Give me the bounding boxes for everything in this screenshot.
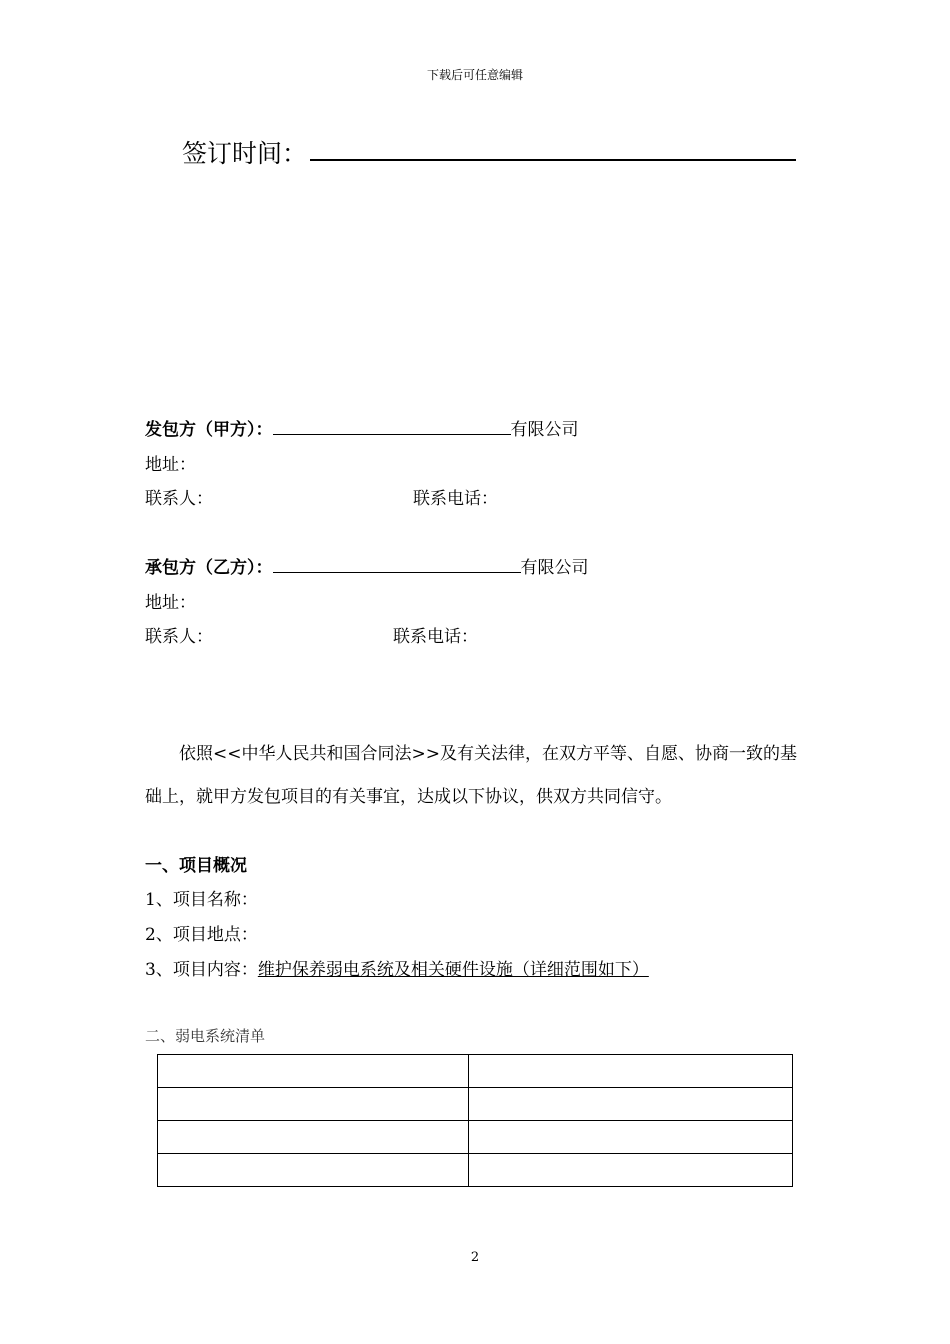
project-content-value: 维护保养弱电系统及相关硬件设施（详细范围如下） (257, 960, 649, 980)
project-content-row (145, 955, 649, 980)
table-cell-right (469, 1088, 793, 1121)
project-name-label: 1、项目名称： (145, 890, 258, 910)
sign-time-underline (310, 159, 796, 161)
party-b-suffix: 有限公司 (520, 558, 589, 578)
party-b-row (145, 553, 589, 578)
party-a-suffix: 有限公司 (510, 420, 579, 440)
system-list-table (157, 1054, 793, 1187)
party-a-row (145, 415, 579, 440)
party-b-blank (273, 554, 521, 573)
party-a-contact-label: 联系人： (145, 489, 213, 509)
party-a-label: 发包方（甲方）： (145, 420, 273, 440)
table-cell-left (158, 1121, 469, 1154)
page-number: 2 (470, 1250, 480, 1265)
table-cell-left (158, 1154, 469, 1187)
sign-time-label: 签订时间： (182, 139, 308, 168)
table-cell-right (469, 1121, 793, 1154)
party-b-contact-label: 联系人： (145, 627, 213, 647)
party-b-address-label: 地址： (145, 593, 196, 613)
section1-title: 一、项目概况 (145, 856, 247, 876)
table-row (158, 1154, 793, 1187)
party-b-label: 承包方（乙方）： (145, 558, 273, 578)
table-row (158, 1055, 793, 1088)
section2-title: 二、弱电系统清单 (145, 1027, 266, 1045)
party-a-blank (273, 416, 511, 435)
table-row (158, 1121, 793, 1154)
header-note: 下载后可任意编辑 (426, 68, 523, 82)
party-a-address-label: 地址： (145, 455, 196, 475)
table-cell-left (158, 1055, 469, 1088)
intro-paragraph: 依照<<中华人民共和国合同法>>及有关法律，在双方平等、自愿、协商一致的基础上，就甲方发包项目的有关事宜，达成以下协议，供双方共同信守。 (145, 744, 797, 807)
table-cell-left (158, 1088, 469, 1121)
party-b-phone-label: 联系电话： (393, 627, 478, 647)
party-a-phone-label: 联系电话： (413, 489, 498, 509)
table-cell-right (469, 1055, 793, 1088)
table-row (158, 1088, 793, 1121)
project-content-label: 3、项目内容： (145, 960, 258, 980)
project-location-label: 2、项目地点： (145, 925, 258, 945)
table-cell-right (469, 1154, 793, 1187)
